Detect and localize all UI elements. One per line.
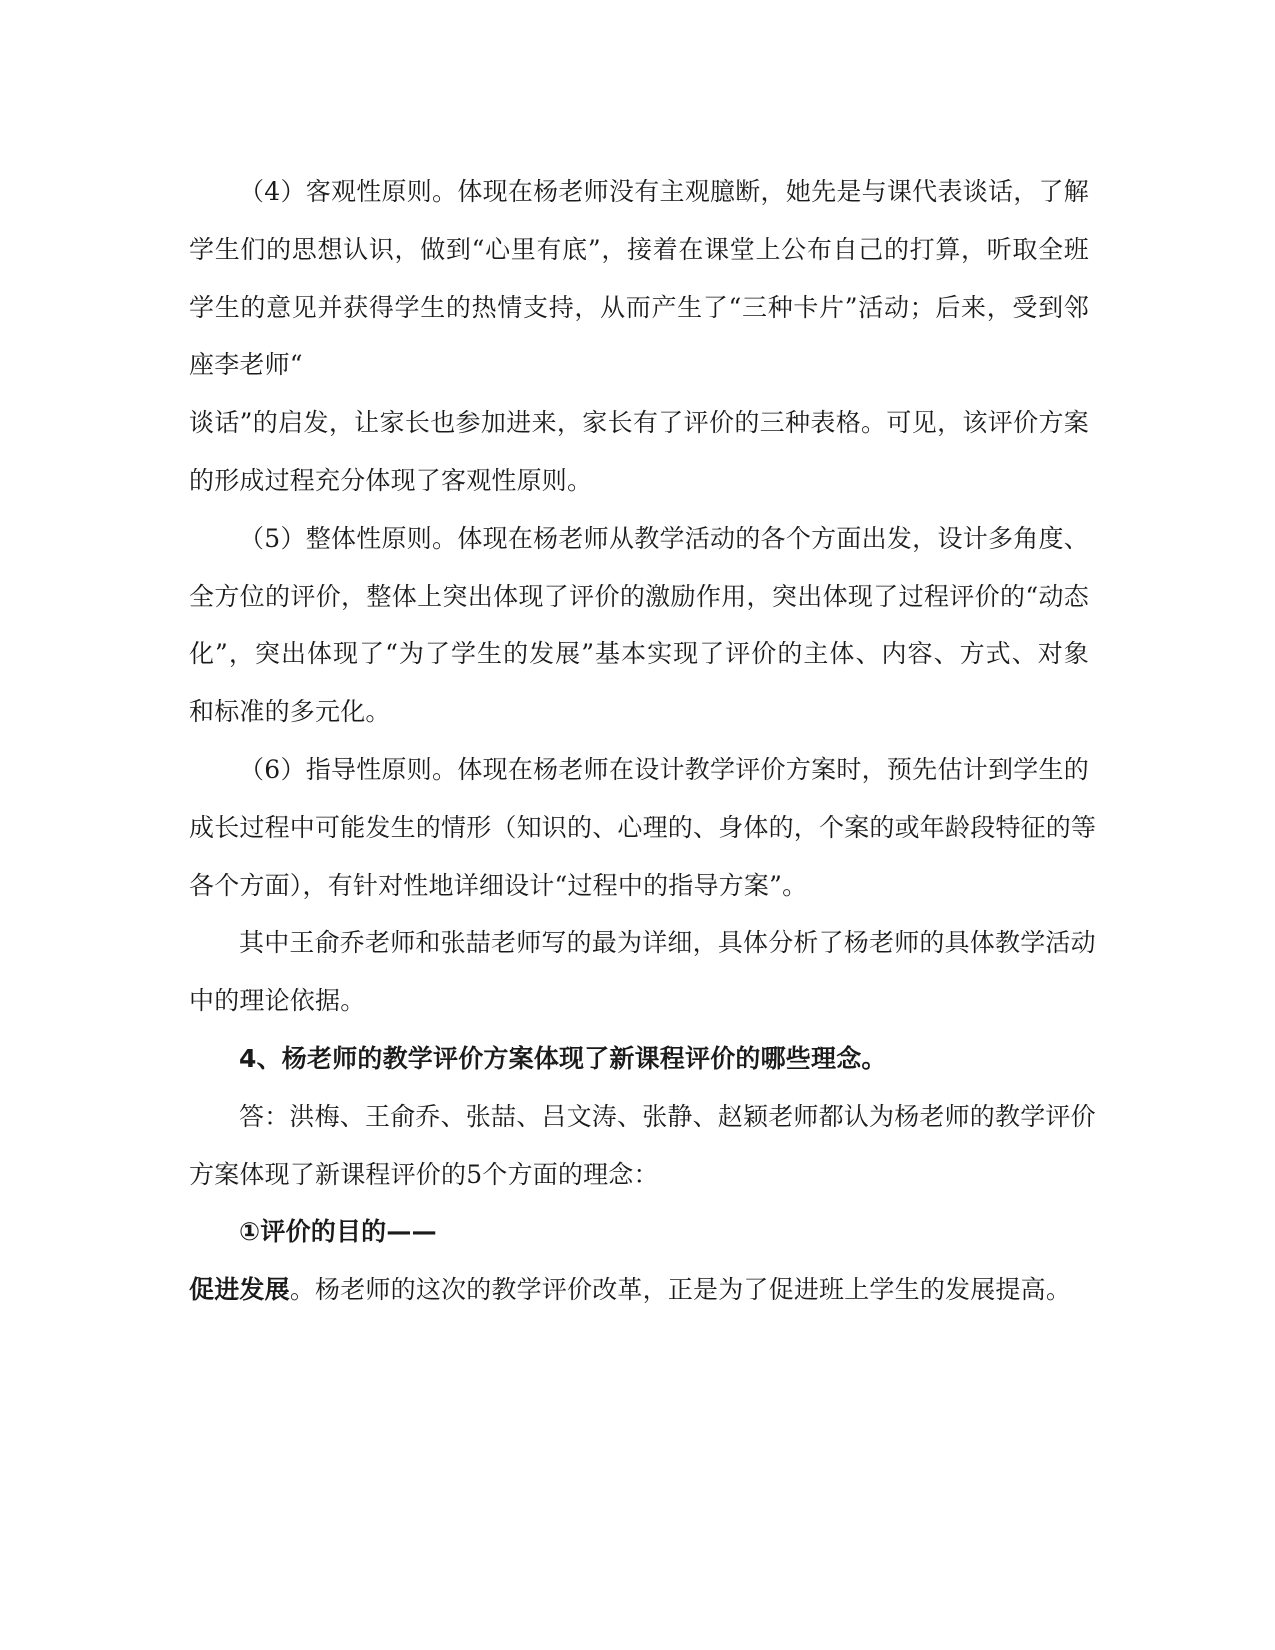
paragraph-line: 学生们的思想认识，做到“心里有底”，接着在课堂上公布自己的打算，听取全班: [189, 234, 1089, 264]
paragraph-line: 方案体现了新课程评价的5个方面的理念：: [189, 1159, 659, 1189]
paragraph-line: 答：洪梅、王俞乔、张喆、吕文涛、张静、赵颖老师都认为杨老师的教学评价: [239, 1101, 1096, 1131]
paragraph-line: （6）指导性原则。体现在杨老师在设计教学评价方案时，预先估计到学生的: [239, 754, 1089, 784]
paragraph-line: 其中王俞乔老师和张喆老师写的最为详细，具体分析了杨老师的具体教学活动: [239, 928, 1096, 958]
paragraph-rest: 。杨老师的这次的教学评价改革，正是为了促进班上学生的发展提高。: [289, 1275, 1072, 1305]
section-heading: 4、杨老师的教学评价方案体现了新课程评价的哪些理念。: [239, 1043, 887, 1073]
document-body: [189, 163, 1097, 1319]
paragraph-line: 学生的意见并获得学生的热情支持，从而产生了“三种卡片”活动；后来，受到邻: [189, 292, 1089, 322]
bold-lead: 促进发展: [189, 1275, 290, 1305]
paragraph-line: 的形成过程充分体现了客观性原则。: [189, 465, 593, 495]
paragraph-line: 座李老师“: [189, 350, 303, 380]
paragraph-line: 化”，突出体现了“为了学生的发展”基本实现了评价的主体、内容、方式、对象: [189, 639, 1089, 669]
paragraph-line: （5）整体性原则。体现在杨老师从教学活动的各个方面出发，设计多角度、: [239, 523, 1089, 553]
paragraph-line: 中的理论依据。: [189, 986, 366, 1016]
paragraph-line: （4）客观性原则。体现在杨老师没有主观臆断，她先是与课代表谈话，了解: [239, 177, 1089, 206]
paragraph-line: 和标准的多元化。: [189, 697, 391, 727]
subheading: ①评价的目的——: [239, 1217, 437, 1247]
paragraph-line: 成长过程中可能发生的情形（知识的、心理的、身体的，个案的或年龄段特征的等: [189, 812, 1097, 842]
paragraph-line: 谈话”的启发，让家长也参加进来，家长有了评价的三种表格。可见，该评价方案: [189, 408, 1089, 438]
paragraph-line: 各个方面），有针对性地详细设计“过程中的指导方案”。: [189, 870, 808, 900]
paragraph-line: 全方位的评价，整体上突出体现了评价的激励作用，突出体现了过程评价的“动态: [189, 581, 1089, 611]
paragraph-line-mixed: [189, 1261, 1089, 1319]
